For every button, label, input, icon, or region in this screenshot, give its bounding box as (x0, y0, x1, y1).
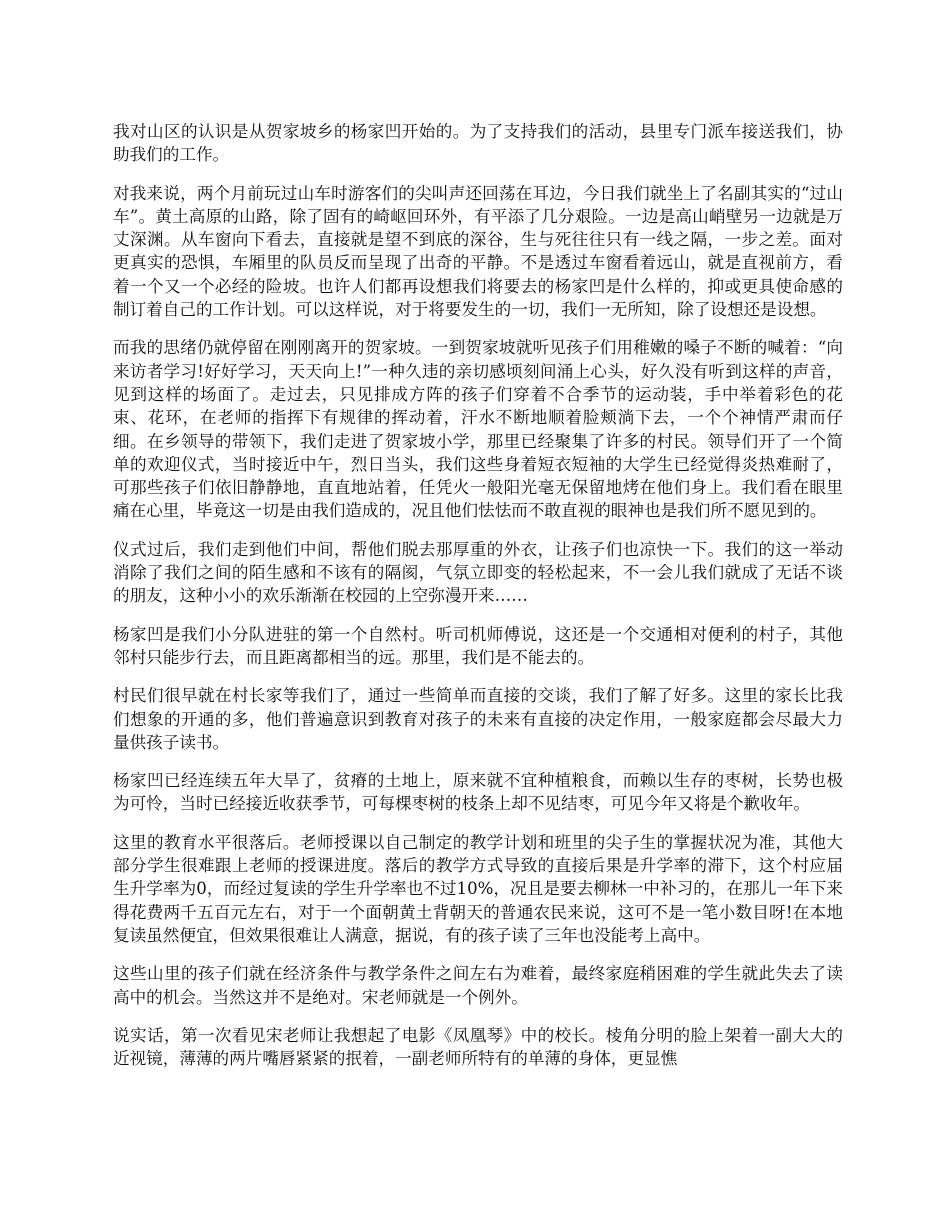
paragraph-5: 杨家凹是我们小分队进驻的第一个自然村。听司机师傅说，这还是一个交通相对便利的村子，其他邻村只能步行去，而且距离都相当的远。那里，我们是不能去的。 (113, 624, 843, 667)
document-body (113, 120, 843, 1085)
paragraph-7: 杨家凹已经连续五年大旱了，贫瘠的土地上，原来就不宜种植粮食，而赖以生存的枣树，长势也极为可怜，当时已经接近收获季节，可每棵枣树的枝条上却不见结枣，可见今年又将是个歉收年。 (113, 771, 843, 814)
paragraph-9: 这些山里的孩子们就在经济条件与教学条件之间左右为难着，最终家庭稍困难的学生就此失去了读高中的机会。当然这并不是绝对。宋老师就是一个例外。 (113, 964, 843, 1007)
paragraph-10: 说实话，第一次看见宋老师让我想起了电影《凤凰琴》中的校长。棱角分明的脸上架着一副大大的近视镜，薄薄的两片嘴唇紧紧的抿着，一副老师所特有的单薄的身体，更显憔 (113, 1025, 843, 1069)
paragraph-4: 仪式过后，我们走到他们中间，帮他们脱去那厚重的外衣，让孩子们也凉快一下。我们的这一举动消除了我们之间的陌生感和不该有的隔阂，气氛立即变的轻松起来，不一会儿我们就成了无话不谈的朋友，这种小小的欢乐渐渐在校园的上空弥漫开来…… (113, 539, 843, 606)
paragraph-1: 我对山区的认识是从贺家坡乡的杨家凹开始的。为了支持我们的活动，县里专门派车接送我们，协助我们的工作。 (113, 122, 843, 165)
paragraph-6: 村民们很早就在村长家等我们了，通过一些简单而直接的交谈，我们了解了好多。这里的家长比我们想象的开通的多，他们普遍意识到教育对孩子的未来有直接的决定作用，一般家庭都会尽最大力量供孩子读书。 (113, 686, 843, 752)
paragraph-8: 这里的教育水平很落后。老师授课以自己制定的教学计划和班里的尖子生的掌握状况为准，其他大部分学生很难跟上老师的授课进度。落后的教学方式导致的直接后果是升学率的滞下，这个村应届生升学率为0，而经过复读的学生升学率也不过10%，况且是要去柳林一中补习的，在那儿一年下来得花费两千五百元左右，对于一个面朝黄土背朝天的普通农民来说，这可不是一笔小数目呀!在本地复读虽然便宜，但效果很难让人满意，据说，有的孩子读了三年也没能考上高中。 (113, 832, 843, 945)
paragraph-2: 对我来说，两个月前玩过山车时游客们的尖叫声还回荡在耳边，今日我们就坐上了名副其实的“过山车”。黄土高原的山路，除了固有的崎岖回环外，有平添了几分艰险。一边是高山峭壁另一边就是万丈深渊。从车窗向下看去，直接就是望不到底的深谷，生与死往往只有一线之隔，一步之差。面对更真实的恐惧，车厢里的队员反而呈现了出奇的平静。不是透过车窗看着远山，就是直视前方，看着一个又一个必经的险坡。也许人们都再设想我们将要去的杨家凹是什么样的，抑或更具使命感的制订着自己的工作计划。可以这样说，对于将要发生的一切，我们一无所知，除了设想还是设想。 (113, 183, 843, 320)
paragraph-3: 而我的思绪仍就停留在刚刚离开的贺家坡。一到贺家坡就听见孩子们用稚嫩的嗓子不断的喊着：“向来访者学习!好好学习，天天向上!”一种久违的亲切感顷刻间涌上心头，好久没有听到这样的声音，见到这样的场面了。走过去，只见排成方阵的孩子们穿着不合季节的运动装，手中举着彩色的花束、花环，在老师的指挥下有规律的挥动着，汗水不断地顺着脸颊淌下去，一个个神情严肃而仔细。在乡领导的带领下，我们走进了贺家坡小学，那里已经聚集了许多的村民。领导们开了一个简单的欢迎仪式，当时接近中午，烈日当头，我们这些身着短衣短袖的大学生已经觉得炎热难耐了，可那些孩子们依旧静静地，直直地站着，任凭火一般阳光毫无保留地烤在他们身上。我们看在眼里痛在心里，毕竟这一切是由我们造成的，况且他们怯怯而不敢直视的眼神也是我们所不愿见到的。 (113, 338, 843, 521)
